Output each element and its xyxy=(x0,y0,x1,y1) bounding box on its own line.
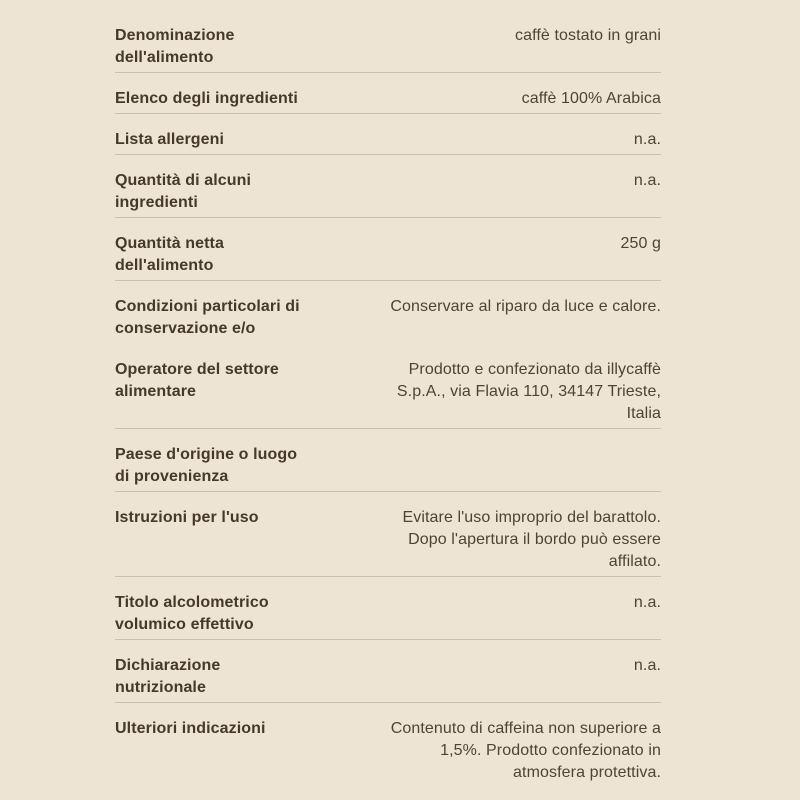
table-row-3 xyxy=(115,155,661,218)
table-row-0 xyxy=(115,10,661,73)
table-row-2 xyxy=(115,114,661,155)
table-row-4 xyxy=(115,218,661,281)
row-value: caffè tostato in grani xyxy=(515,27,661,44)
row-label: Titolo alcolometrico volumico effettivo xyxy=(115,594,269,633)
row-label: Quantità di alcuni ingredienti xyxy=(115,172,252,211)
row-label: Condizioni particolari di conservazione e/o xyxy=(115,298,300,337)
row-label: Elenco degli ingredienti xyxy=(115,90,298,107)
table-row-6 xyxy=(115,344,661,429)
row-value: caffè 100% Arabica xyxy=(521,90,661,107)
row-label: Quantità netta dell'alimento xyxy=(115,235,224,274)
row-label: Lista allergeni xyxy=(115,131,225,148)
row-label: Operatore del settore alimentare xyxy=(115,361,279,400)
row-value: n.a. xyxy=(633,131,661,148)
row-value: Evitare l'uso improprio del barattolo. Dopo l'apertura il bordo può essere affilato. xyxy=(402,509,661,570)
table-row-1 xyxy=(115,73,661,114)
row-label: Paese d'origine o luogo di provenienza xyxy=(115,446,298,485)
row-label: Istruzioni per l'uso xyxy=(115,509,259,526)
row-value: n.a. xyxy=(633,657,661,674)
row-value: Conservare al riparo da luce e calore. xyxy=(390,298,661,315)
row-label: Dichiarazione nutrizionale xyxy=(115,657,221,696)
table-row-11 xyxy=(115,703,661,788)
row-label: Ulteriori indicazioni xyxy=(115,720,266,737)
row-value: n.a. xyxy=(633,594,661,611)
table-row-9 xyxy=(115,577,661,640)
table-row-7 xyxy=(115,429,661,492)
row-value: n.a. xyxy=(633,172,661,189)
table-row-5 xyxy=(115,281,661,344)
row-value: Contenuto di caffeina non superiore a 1,5%. Prodotto confezionato in atmosfera protettiva. xyxy=(390,720,661,781)
row-value: 250 g xyxy=(620,235,661,252)
row-value: Prodotto e confezionato da illycaffè S.p.A., via Flavia 110, 34147 Trieste, Italia xyxy=(396,361,661,422)
row-label: Denominazione dell'alimento xyxy=(115,27,235,66)
table-row-8 xyxy=(115,492,661,577)
product-info-table xyxy=(115,10,661,788)
table-row-10 xyxy=(115,640,661,703)
